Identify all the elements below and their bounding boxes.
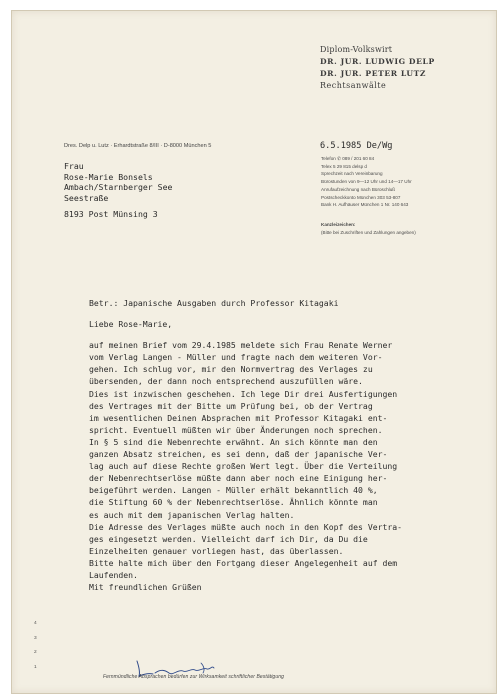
letterhead-name-delp: DR. JUR. LUDWIG DELP <box>320 57 435 66</box>
recipient-line: Frau <box>64 161 84 171</box>
body-line: ganzen Absatz streichen, es sei denn, daß der japanische Ver- <box>89 449 388 460</box>
reference-label: Kanzleizeichen: <box>321 222 356 227</box>
sender-line: Dres. Delp u. Lutz · Erhardtstraße 8/III · D-8000 München 5 <box>64 143 212 149</box>
body-line: Laufenden. <box>89 569 138 580</box>
contact-bank: Bank H. Aufhäuser München 1 Nr. 140 643 <box>321 202 409 208</box>
body-line: lag auch auf diese Rechte großen Wert legt. Über die Verteilung <box>89 461 398 472</box>
body-line: es auch mit dem japanischen Verlag halten. <box>89 509 295 520</box>
reference-note: (Bitte bei Zuschriften und Zahlungen angeben) <box>321 229 416 235</box>
margin-mark: 4 <box>34 621 37 626</box>
body-line: spricht. Eventuell müßten wir über Änderungen noch sprechen. <box>89 424 383 435</box>
letterhead-name-lutz: DR. JUR. PETER LUTZ <box>320 69 427 78</box>
recipient-city: 8193 Post Münsing 3 <box>64 209 158 219</box>
letterhead <box>320 45 435 93</box>
body-line: die Stiftung 60 % der Nebenrechtserlöse. Ähnlich könnte man <box>89 497 378 508</box>
body-line: Einzelheiten genauer vorliegen hast, das überlassen. <box>89 545 344 556</box>
body-line: Bitte halte mich über den Fortgang dieser Angelegenheit auf dem <box>89 557 398 568</box>
contact-consultation: Sprechzeit nach Vereinbarung <box>321 171 383 177</box>
margin-mark: 1 <box>34 664 37 670</box>
contact-answering-machine: Anrufaufzeichnung nach Büroschluß <box>321 186 396 192</box>
letterhead-title: Diplom-Volkswirt <box>320 45 393 54</box>
margin-mark: 2 <box>34 650 37 655</box>
body-line: beigeführt werden. Langen - Müller erhält bekanntlich 40 %, <box>89 485 378 496</box>
closing: Mit freundlichen Grüßen <box>89 582 202 593</box>
body-line: Die Adresse des Verlages müßte auch noch in den Kopf des Vertra- <box>89 521 403 532</box>
body-line: auf meinen Brief vom 29.4.1985 meldete sich Frau Renate Werner <box>89 340 393 351</box>
body-line: des Vertrages mit der Bitte um Prüfung bei, ob der Vertrag <box>89 400 373 411</box>
contact-telex: Telex 5 29 815 delsp d <box>321 163 367 169</box>
body-line: im wesentlichen Deinen Absprachen mit Professor Kitagaki ent- <box>89 412 388 423</box>
letter-date: 6.5.1985 De/Wg <box>320 141 393 151</box>
contact-phone: Telefon ✆ 089 / 201 60 84 <box>321 156 375 161</box>
letter-body <box>89 297 402 593</box>
salutation: Liebe Rose-Marie, <box>89 319 173 330</box>
body-line: der Nebenrechtserlöse müßte dann aber noch eine Einigung her- <box>89 473 388 484</box>
contact-info <box>321 155 412 209</box>
body-line: vom Verlag Langen - Müller und fragte nach dem weiteren Vor- <box>89 352 383 363</box>
footer-note: Fernmündliche Absprachen bedürfen zur Wirksamkeit schriftlicher Bestätigung <box>103 674 284 680</box>
body-line: Dies ist inzwischen geschehen. Ich lege Dir drei Ausfertigungen <box>89 388 398 399</box>
letter-sheet <box>11 10 497 694</box>
body-line: gehen. Ich schlug vor, mir den Normvertrag des Verlages zu <box>89 364 373 375</box>
body-line: In § 5 sind die Nebenrechte erwähnt. An sich könnte man den <box>89 436 378 447</box>
letterhead-profession: Rechtsanwälte <box>320 81 387 90</box>
recipient-address <box>64 161 172 203</box>
reference-box <box>321 221 416 236</box>
recipient-line: Rose-Marie Bonsels <box>64 171 153 182</box>
body-line: ges eingesetzt werden. Vielleicht darf ich Dir, da Du die <box>89 533 368 544</box>
body-line: übersenden, der dann noch entsprechend auszufüllen wäre. <box>89 376 363 387</box>
recipient-line: Seestraße <box>64 192 109 203</box>
margin-mark: 3 <box>34 635 37 641</box>
subject-line: Betr.: Japanische Ausgaben durch Professor Kitagaki <box>89 298 339 308</box>
margin-marks <box>34 617 37 675</box>
contact-office-hours: Bürostunden von 9—12 Uhr und 14—17 Uhr <box>321 179 412 185</box>
recipient-line: Ambach/Starnberger See <box>64 182 173 193</box>
contact-postal-account: Postscheckkonto München 303 53-807 <box>321 194 401 200</box>
